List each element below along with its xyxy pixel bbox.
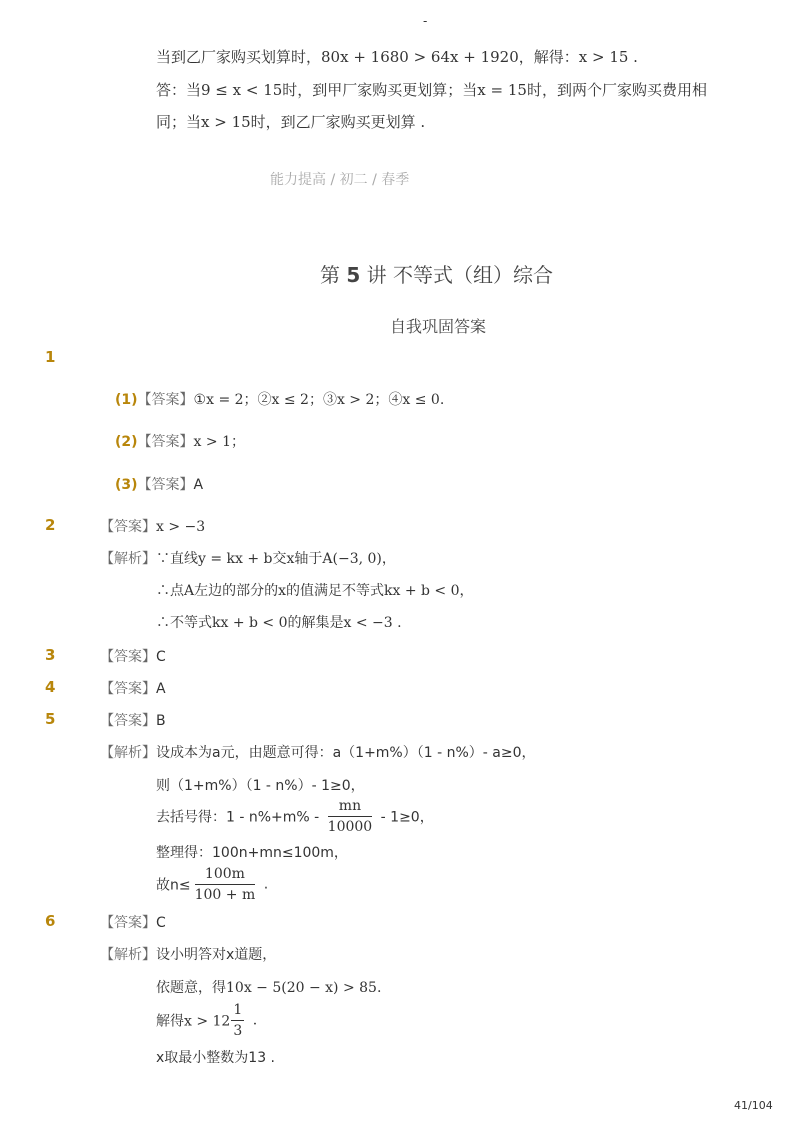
prev-line-1: 当到乙厂家购买划算时，80x + 1680 > 64x + 1920，解得：x > 15 . — [156, 48, 638, 66]
q3-answer — [100, 646, 166, 666]
explanation-tag: 【解析】 — [100, 551, 156, 567]
q2-exp-line-3: ∴不等式kx + b < 0的解集是x < −3 . — [156, 615, 402, 631]
q6-exp-line-4: x取最小整数为13 . — [156, 1050, 275, 1066]
q5-exp-3-post: - 1≥0， — [376, 809, 434, 826]
q5-exp-line-3 — [156, 796, 434, 837]
q1-part-1 — [115, 389, 444, 409]
q5-exp-line-2: 则（1+m%）（1 - n%）- 1≥0， — [156, 778, 365, 794]
q4-answer-text: A — [156, 681, 166, 697]
answer-tag: 【答案】 — [100, 519, 156, 535]
explanation-tag: 【解析】 — [100, 947, 156, 963]
q6-answer-text: C — [156, 915, 166, 931]
fraction-one-third — [231, 1000, 244, 1041]
q6-explanation-1 — [100, 944, 276, 964]
page-title — [320, 259, 553, 288]
q1-part-2-label: (2) — [115, 434, 138, 450]
q1-part-1-label: (1) — [115, 392, 138, 408]
q4-answer — [100, 678, 166, 698]
q5-exp-line-4: 整理得：100n+mn≤100m， — [156, 845, 348, 861]
q3-answer-text: C — [156, 649, 166, 665]
q6-exp-3-post: . — [248, 1012, 258, 1029]
q6-exp-3-pre: 解得x > 12 — [156, 1013, 231, 1030]
explanation-tag: 【解析】 — [100, 745, 156, 761]
fraction-numerator: 100m — [195, 864, 256, 885]
fraction-denominator: 3 — [233, 1023, 243, 1039]
q2-exp-line-2: ∴点A左边的部分的x的值满足不等式kx + b < 0， — [156, 583, 474, 599]
title-number: 5 — [346, 263, 361, 287]
q1-part-3 — [115, 474, 203, 494]
answer-tag: 【答案】 — [137, 434, 194, 450]
fraction-numerator: 1 — [231, 1000, 244, 1021]
top-dash: - — [423, 14, 428, 28]
q2-explanation-1 — [100, 548, 396, 568]
fraction-100m-over-100-plus-m — [195, 864, 256, 905]
title-prefix: 第 — [320, 263, 347, 287]
q6-exp-line-3 — [156, 1000, 257, 1041]
q5-exp-5-pre: 故n≤ — [156, 877, 191, 894]
q1-part-1-answer: ①x = 2；②x ≤ 2；③x > 2；④x ≤ 0. — [193, 392, 445, 408]
q5-exp-line-1: 设成本为a元，由题意可得：a（1+m%）（1 - n%）- a≥0， — [156, 745, 536, 761]
q2-answer — [100, 516, 205, 536]
prev-line-2: 答：当9 ≤ x < 15时，到甲厂家购买更划算；当x = 15时，到两个厂家购买费用相 — [156, 81, 707, 99]
answer-tag: 【答案】 — [137, 477, 194, 493]
answer-tag: 【答案】 — [100, 915, 156, 931]
question-number-4: 4 — [45, 678, 56, 696]
prev-line-3: 同；当x > 15时，到乙厂家购买更划算 . — [156, 113, 426, 131]
question-number-1: 1 — [45, 348, 56, 366]
fraction-mn-over-10000 — [328, 796, 373, 837]
answer-tag: 【答案】 — [100, 713, 156, 729]
q5-exp-3-pre: 去括号得：1 - n%+m% - — [156, 809, 324, 826]
fraction-denominator: 100 + m — [194, 887, 256, 903]
q5-answer-text: B — [156, 713, 166, 729]
q1-part-2 — [115, 431, 245, 451]
question-number-6: 6 — [45, 912, 56, 930]
q6-exp-line-2: 依题意，得10x − 5(20 − x) > 85. — [156, 980, 382, 996]
q2-answer-text: x > −3 — [156, 519, 206, 535]
section-subtitle: 自我巩固答案 — [390, 317, 487, 336]
q5-explanation-1 — [100, 742, 536, 762]
q1-part-3-answer: A — [193, 477, 204, 493]
q5-answer — [100, 710, 166, 730]
title-rest: 讲 不等式（组）综合 — [360, 263, 553, 287]
q6-exp-line-1: 设小明答对x道题， — [156, 947, 277, 963]
q2-exp-line-1: ∵直线y = kx + b交x轴于A(−3, 0)， — [156, 551, 396, 567]
question-number-3: 3 — [45, 646, 56, 664]
q1-part-3-label: (3) — [115, 477, 138, 493]
q5-exp-5-post: . — [259, 876, 269, 893]
fraction-denominator: 10000 — [327, 819, 373, 835]
answer-tag: 【答案】 — [137, 392, 194, 408]
breadcrumb: 能力提高 / 初二 / 春季 — [270, 172, 410, 188]
q6-answer — [100, 912, 166, 932]
answer-tag: 【答案】 — [100, 649, 156, 665]
q5-exp-line-5 — [156, 864, 268, 905]
question-number-5: 5 — [45, 710, 56, 728]
answer-tag: 【答案】 — [100, 681, 156, 697]
fraction-numerator: mn — [328, 796, 373, 817]
q1-part-2-answer: x > 1； — [193, 434, 245, 450]
page-number: 41/104 — [734, 1099, 773, 1112]
question-number-2: 2 — [45, 516, 56, 534]
